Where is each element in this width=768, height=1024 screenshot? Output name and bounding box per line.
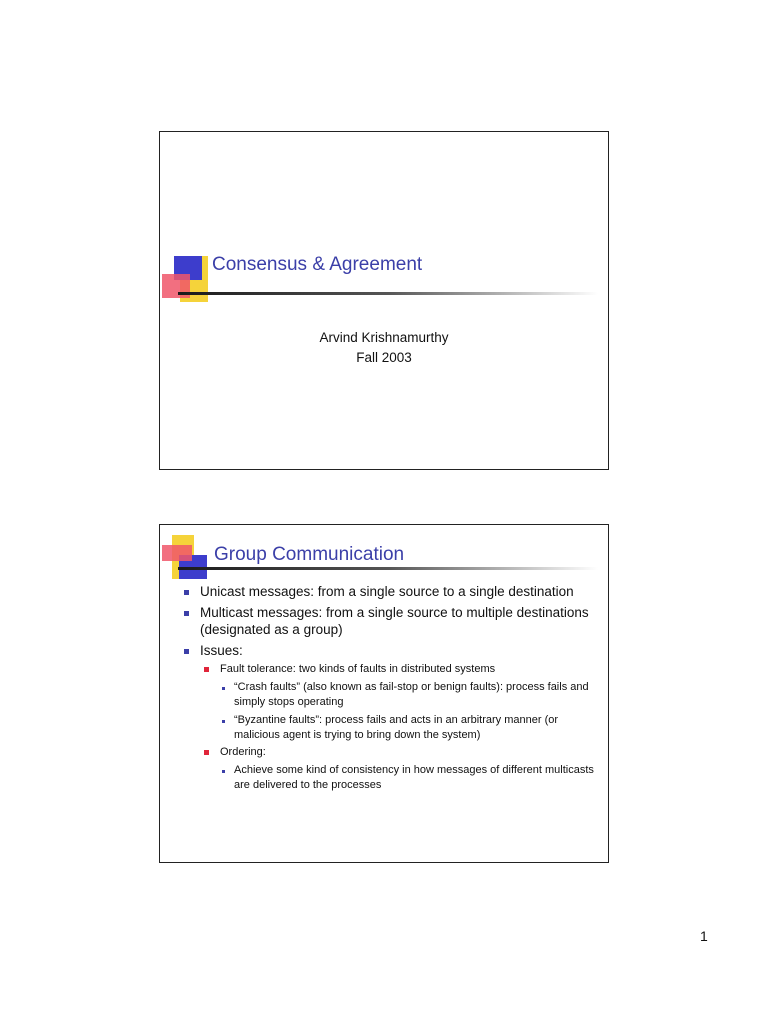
square-bullet-icon — [222, 687, 225, 690]
list-item — [184, 583, 596, 601]
course-term: Fall 2003 — [356, 350, 412, 365]
bullet-text: “Byzantine faults”: process fails and acts in an arbitrary manner (or malicious agent is trying to bring down the system) — [234, 714, 559, 741]
square-bullet-icon — [222, 720, 225, 723]
bullet-text: Unicast messages: from a single source to a single destination — [200, 584, 574, 599]
list-item — [222, 763, 596, 793]
title-underline — [178, 292, 598, 295]
title-underline — [178, 567, 598, 570]
bullet-text: Issues: — [200, 642, 243, 658]
bullet-text: “Crash faults” (also known as fail-stop or benign faults): process fails and simply stops operating — [234, 681, 589, 708]
square-bullet-icon — [184, 611, 189, 616]
square-bullet-icon — [184, 590, 189, 595]
author-block — [160, 328, 608, 368]
title-slide — [159, 131, 609, 470]
square-bullet-icon — [204, 667, 209, 672]
sub-bullet-list — [220, 763, 596, 793]
square-bullet-icon — [184, 649, 189, 654]
sub-bullet-list — [200, 662, 596, 793]
bullet-text: Ordering: — [220, 746, 266, 758]
slide-title: Group Communication — [214, 544, 405, 565]
slide-title: Consensus & Agreement — [212, 254, 423, 275]
sub-bullet-list — [220, 680, 596, 743]
bullet-text: Multicast messages: from a single source to multiple destinations (designated as a group) — [200, 604, 589, 637]
list-item — [204, 745, 596, 793]
list-item — [204, 662, 596, 743]
bullet-list — [184, 583, 596, 796]
list-item — [184, 604, 596, 639]
list-item — [222, 713, 596, 743]
square-bullet-icon — [204, 750, 209, 755]
author-name: Arvind Krishnamurthy — [319, 330, 449, 345]
list-item — [184, 642, 596, 794]
square-bullet-icon — [222, 770, 225, 773]
red-square-shape — [162, 545, 192, 561]
bullet-text: Achieve some kind of consistency in how messages of different multicasts are delivered to the processes — [234, 764, 594, 791]
content-slide — [159, 524, 609, 863]
list-item — [222, 680, 596, 710]
bullet-text: Fault tolerance: two kinds of faults in distributed systems — [220, 663, 496, 675]
page-number: 1 — [700, 928, 708, 944]
